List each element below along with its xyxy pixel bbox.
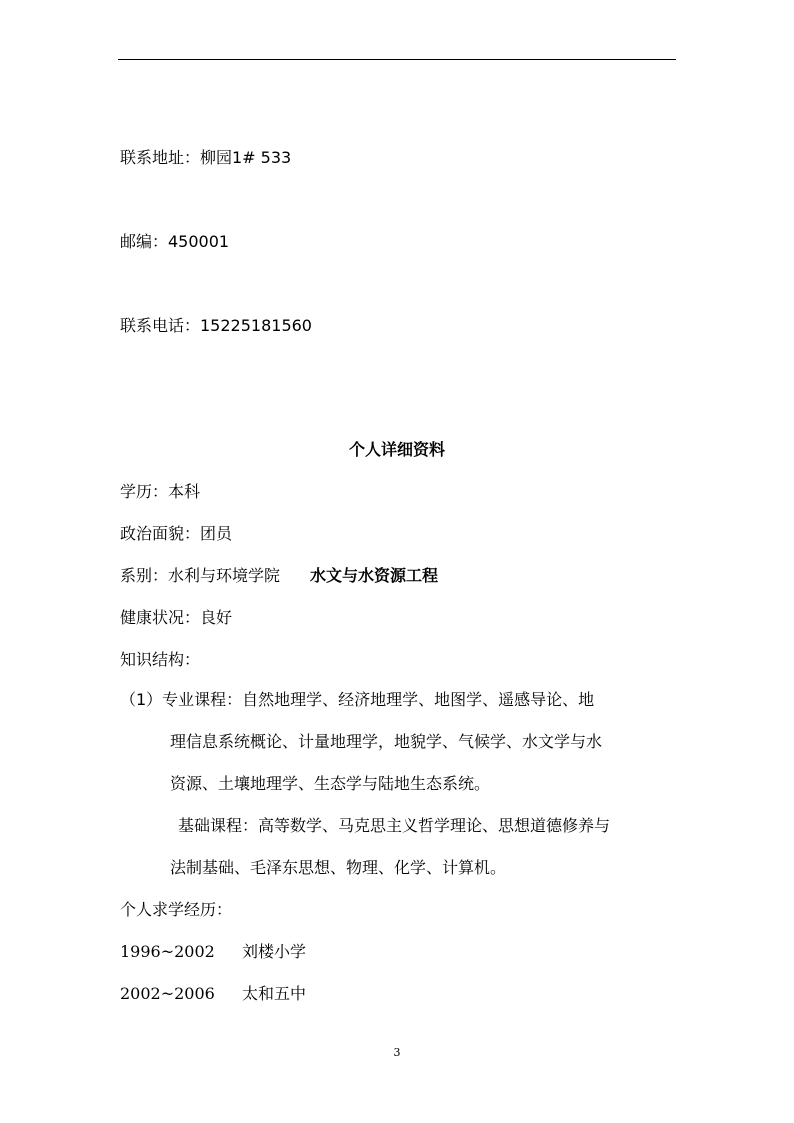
- study-years: 1996~2002: [120, 942, 215, 961]
- header-rule: [118, 59, 676, 60]
- study-years: 2002~2006: [120, 984, 215, 1003]
- study-school: 太和五中: [242, 984, 307, 1003]
- education: 学历：本科: [120, 482, 201, 501]
- page-number: 3: [393, 1046, 401, 1059]
- health-status: 健康状况：良好: [120, 608, 233, 627]
- basic-courses-line-2: 法制基础、毛泽东思想、物理、化学、计算机。: [170, 858, 507, 877]
- study-entry: [120, 984, 306, 1004]
- contact-address: 联系地址：柳园1# 533: [120, 148, 292, 167]
- section-title: 个人详细资料: [348, 440, 445, 459]
- contact-postcode: 邮编：450001: [120, 232, 230, 251]
- major-courses-line-1: （1）专业课程：自然地理学、经济地理学、地图学、遥感导论、地: [120, 690, 595, 709]
- department: [120, 566, 438, 586]
- political-status: 政治面貌：团员: [120, 524, 233, 543]
- basic-courses-line-1: 基础课程：高等数学、马克思主义哲学理论、思想道德修养与: [178, 816, 611, 835]
- study-history-label: 个人求学经历：: [120, 900, 233, 919]
- contact-phone: 联系电话：15225181560: [120, 316, 312, 335]
- study-entry: [120, 942, 306, 962]
- department-label: 系别：水利与环境学院: [120, 566, 281, 585]
- major-courses-line-3: 资源、土壤地理学、生态学与陆地生态系统。: [170, 774, 491, 793]
- knowledge-label: 知识结构：: [120, 650, 201, 669]
- department-major: 水文与水资源工程: [310, 566, 439, 585]
- major-courses-line-2: 理信息系统概论、计量地理学，地貌学、气候学、水文学与水: [170, 732, 603, 751]
- study-school: 刘楼小学: [242, 942, 307, 961]
